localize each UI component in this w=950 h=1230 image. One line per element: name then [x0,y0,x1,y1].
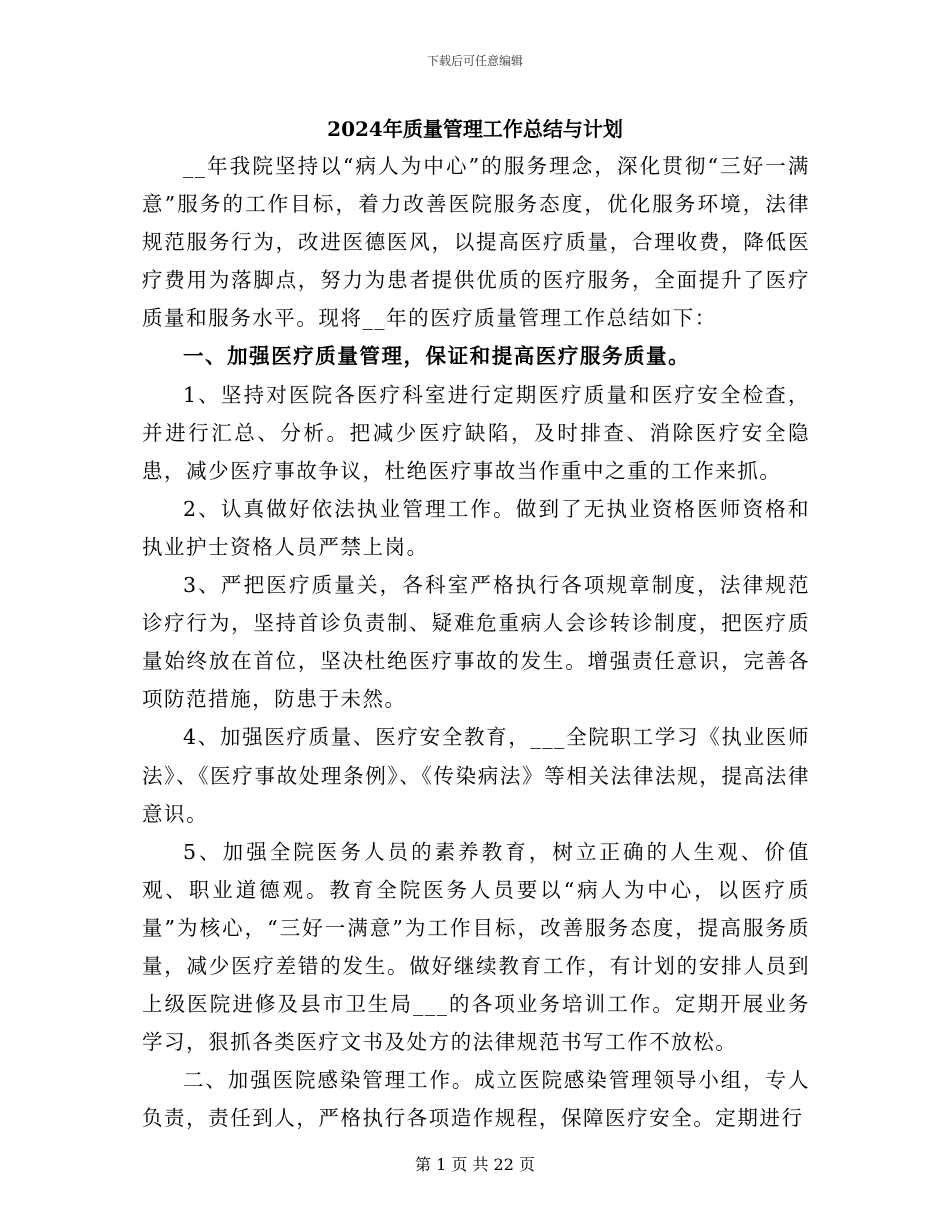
body-paragraph: 3、严把医疗质量关，各科室严格执行各项规章制度，法律规范诊疗行为，坚持首诊负责制、疑难危重病人会诊转诊制度，把医疗质量始终放在首位，坚决杜绝医疗事故的发生。增强责任意识，完善各项防范措施，防患于未然。 [142,573,810,712]
body-paragraph: 1、坚持对医院各医疗科室进行定期医疗质量和医疗安全检查，并进行汇总、分析。把减少医疗缺陷，及时排查、消除医疗安全隐患，减少医疗事故争议，杜绝医疗事故当作重中之重的工作来抓。 [142,382,810,483]
body-paragraph: 4、加强医疗质量、医疗安全教育，___全院职工学习《执业医师法》、《医疗事故处理条例》、《传染病法》等相关法律法规，提高法律意识。 [142,725,810,826]
page-number-footer: 第 1 页 共 22 页 [415,1155,535,1174]
document-body [142,147,810,1137]
page-header-note: 下载后可任意编辑 [426,54,523,68]
body-paragraph: 5、加强全院医务人员的素养教育，树立正确的人生观、价值观、职业道德观。教育全院医务人员要以“病人为中心，以医疗质量”为核心，“三好一满意”为工作目标，改善服务态度，提高服务质量，减少医疗差错的发生。做好继续教育工作，有计划的安排人员到上级医院进修及县市卫生局___的各项业务培训工作。定期开展业务学习，狠抓各类医疗文书及处方的法律规范书写工作不放松。 [142,839,810,1055]
body-paragraph: 2、认真做好依法执业管理工作。做到了无执业资格医师资格和执业护士资格人员严禁上岗。 [142,496,810,559]
intro-paragraph: __年我院坚持以“病人为中心”的服务理念，深化贯彻“三好一满意”服务的工作目标，着力改善医院服务态度，优化服务环境，法律规范服务行为，改进医德医风，以提高医疗质量，合理收费，降低医疗费用为落脚点，努力为患者提供优质的医疗服务，全面提升了医疗质量和服务水平。现将__年的医疗质量管理工作总结如下： [142,154,810,331]
document-title: 2024年质量管理工作总结与计划 [327,117,623,141]
section-heading-1: 一、加强医疗质量管理，保证和提高医疗服务质量。 [183,344,691,369]
section-heading-2: 二、加强医院感染管理工作。成立医院感染管理领导小组，专人负责，责任到人，严格执行各项造作规程，保障医疗安全。定期进行 [142,1068,810,1131]
